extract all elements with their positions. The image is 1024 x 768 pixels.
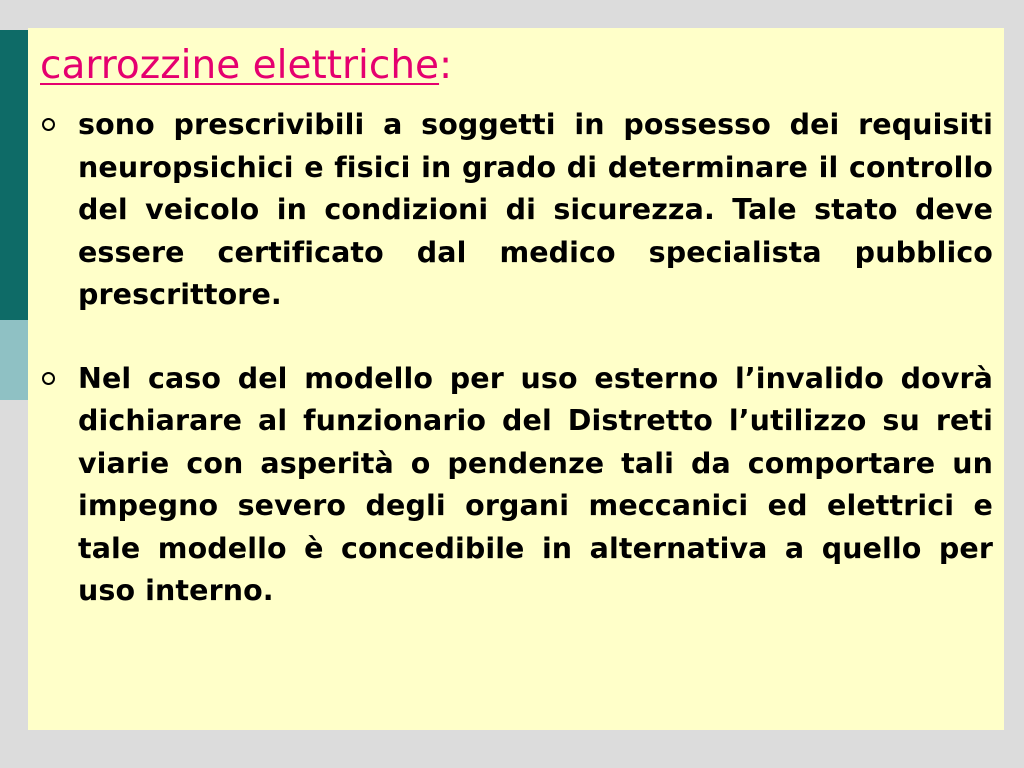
slide-title-colon: : xyxy=(439,43,453,88)
circle-bullet-icon xyxy=(42,118,55,131)
bullet-item xyxy=(40,358,993,613)
bullet-list xyxy=(40,104,993,613)
circle-bullet-icon xyxy=(42,372,55,385)
bullet-item xyxy=(40,104,993,317)
bullet-text: sono prescrivibili a soggetti in possesso dei requisiti neuropsichici e fisici in grado di determinare il controllo del veicolo in condizioni di sicurezza. Tale stato deve essere certificato dal medico specialista pubblico prescrittore. xyxy=(78,108,993,311)
slide-title xyxy=(40,42,452,90)
slide-content-panel xyxy=(28,28,1004,730)
bullet-text: Nel caso del modello per uso esterno l’invalido dovrà dichiarare al funzionario del Distretto l’utilizzo su reti viarie con asperità o pendenze tali da comportare un impegno severo degli organi meccanici ed elettrici e tale modello è concedibile in alternativa a quello per uso interno. xyxy=(78,361,993,607)
slide-title-text: carrozzine elettriche xyxy=(40,43,440,88)
